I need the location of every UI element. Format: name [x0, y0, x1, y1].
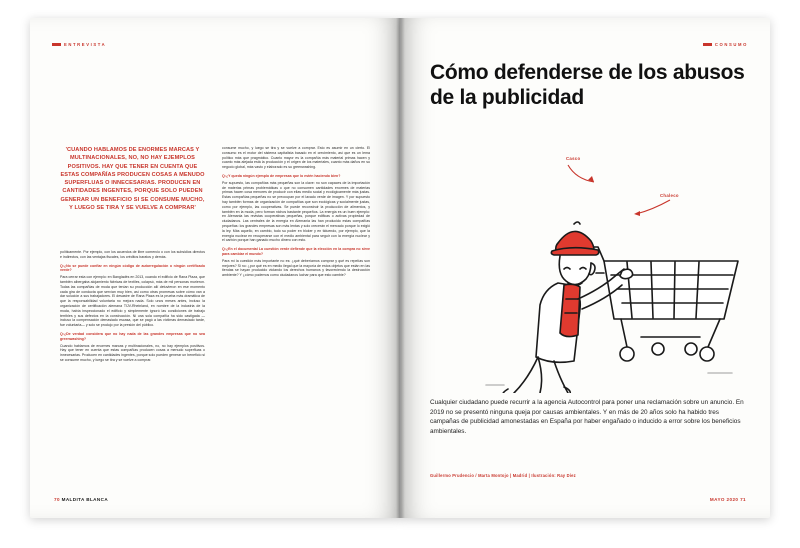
folio-right-label: MAYO 2020 [709, 497, 739, 502]
paragraph: Cuando hablamos de enormes marcas y multinacionales, no, no hay ejemplos positivos. Hay que tener en cuenta que estas compañías producen cosas a menudo superfluas o innecesarias. Producen en cantidades ingentes, porque solo pueden generar un beneficio si se consume mucho, y luego se tira y se vuelve a comprar. [60, 343, 205, 362]
folio-left-label: MALDITA BLANCA [61, 497, 109, 502]
callout-helmet-leader [564, 162, 622, 188]
credits [430, 473, 748, 478]
rule-decoration [703, 43, 712, 46]
credits-separator: | [510, 473, 512, 478]
question-heading: Q:¿De verdad considera que no hay nada de las grandes empresas que no sea greenwashing? [60, 331, 205, 341]
left-page [30, 18, 400, 518]
paragraph: Para cerrar esta con ejemplo: en Bangladés en 2013, cuando el edificio de Rana Plaza, que también albergaba alojamiento fábricas de textiles, colapsó, más de mil personas murieron. Todas las compañías de moda que tenían su producción allí detuvieron en ese momento cada gira de conducta que servían muy bien, así como otras promesas sobre cómo van a dar solución a sus trabajadores. El desastre de Rana Plaza es la prueba más dramática de que la responsabilidad voluntaria no mejora nada. Solo unos meses antes, incluso la organización de certificación alemana TÜV-Rheinland, en nombre de la industria de la moda, había inspeccionado el edificio y simplemente ignoró las condiciones de trabajo terribles y sus defectos en la construcción. Ni una sola compañía ha sido castigada —incluso la compensación demasiado escasa, que se pagó a las víctimas demasiado tarde, fue voluntaria— y solo se produjo por la presión del público. [60, 275, 205, 328]
paragraph: Para mí la cuestión más importante no es: ¿qué deberíamos comprar y qué es repelías son mejores? Si no: ¿por qué es en medio ilegal que la mayoría de estos objetos que están en las tiendas se hayan producido violando los derechos humanos y favoreciendo la destrucción ambiente? Y ¿cómo podemos como ciudadanos luchar para que esto cambie? [222, 258, 370, 278]
running-head-left-label: ENTREVISTA [64, 42, 107, 47]
paragraph: políticamente. Por ejemplo, con los acuerdos de libre comercio o con los subsidios directos e indirectos, con las ventajas fiscales, los créditos baratos y demás. [60, 250, 205, 259]
credits-illustration: Ilustración: Ray Díez [531, 473, 576, 478]
running-head-left [52, 42, 106, 47]
right-page [400, 18, 770, 518]
folio-left [54, 497, 108, 502]
folio-left-number: 70 [54, 497, 60, 502]
question-heading: Q:¿En el documental La cuestión verde defiende que la elección en la compra no sirve para cambiar el mundo? [222, 247, 370, 256]
magazine-spread [30, 18, 770, 518]
paragraph: consume mucho, y luego se tira y se vuelve a comprar. Esto es asumir en un cierto. El consumo es el motor del sistema capitalista basado en el crecimiento, así que es un lema político más que pragmático. Cuanto mayor es la compañía más material primas hacen y cuanto más alejada está la producción y el origen de los materiales, cuanto más daños en su negocio global, más vasto y elaborado es su greenwashing. [222, 146, 370, 170]
paragraph: Por supuesto, las compañías más pequeñas son la clave: no son capaces de la importación de materias primas problemáticas o que no consumen cantidades enormes de materias primas hacen cosa menores de producir con ellas medio social y ecológicamente más justas. Estas compañías pequeñas no se preocupan por el lavado verde de imagen. Y por supuesto hay también formas de organización de compañías que son ecológicas y socialmente justas, como por ejemplo, las cooperativas. Se puede reconstruir la producción de alimentos, y también en la moda, pero forman nichos bastante pequeños. La energía es un buen ejemplo: en Alemania las revistas cooperativas pequeñas, porque edificas o activas propiedad de ciudadanos. Las centrales de la energía en Alemania las han producido estas compañías pequeñas: los grandes empresas son más lentas y solo crecerán el mercado porque lo exigió la ley. Más aquello, en cambio, todo su poder en bloker y en tiduendo, por ejemplo, que la energía nuclear en recuperarse con el medio ambiental para seguir con la energía nuclear y el carbón porque han ganado mucho dinero con esto. [222, 180, 370, 243]
callout-helmet [566, 156, 580, 161]
credits-authors: Guillermo Prudencio / Marta Montojo [430, 473, 509, 478]
left-column-two [222, 146, 370, 282]
question-heading: Q:¿No se puede confiar en ningún código de autorregulación o ningún certificado verde? [60, 263, 205, 273]
folio-right-number: 71 [740, 497, 746, 502]
page-title: Cómo defenderse de los abusos de la publicidad [430, 61, 745, 109]
standfirst: Cualquier ciudadano puede recurrir a la agencia Autocontrol para poner una reclamación sobre un anuncio. En 2019 no se presentó ninguna queja por causas ambientales. Y en más de 20 años solo ha habido tres campañas de publicidad amonestadas en España por haber engañado o inducido a error sobre los beneficios ambientales. [430, 399, 744, 435]
pull-quote: 'CUANDO HABLAMOS DE ENORMES MARCAS Y MULTINACIONALES, NO, NO HAY EJEMPLOS POSITIVOS. HAY QUE TENER EN CUENTA QUE ESTAS COMPAÑÍAS PRODUCEN COSAS A MENUDO SUPERFLUAS O INNECESARIAS. PRODUCEN EN CANTIDADES INGENTES, PORQUE SOLO PUEDEN GENERAR UN BENEFICIO SI SE CONSUME MUCHO, Y LUEGO SE TIRA Y SE VUELVE A COMPRAR' [60, 147, 205, 212]
running-head-right [703, 42, 748, 47]
callout-helmet-label: Casco [566, 156, 581, 161]
credits-separator: | [528, 473, 531, 478]
callout-vest-leader [614, 198, 674, 224]
question-heading: Q:¿Y queda ningún ejemplo de empresas que lo estén haciendo bien? [222, 173, 341, 178]
credits-location: Madrid [512, 473, 528, 478]
running-head-right-label: CONSUMO [714, 42, 748, 47]
callout-vest [660, 193, 679, 198]
rule-decoration [52, 43, 61, 46]
folio-right [710, 497, 746, 502]
callout-vest-label: Chaleco [660, 193, 679, 198]
left-column-one [60, 250, 205, 367]
